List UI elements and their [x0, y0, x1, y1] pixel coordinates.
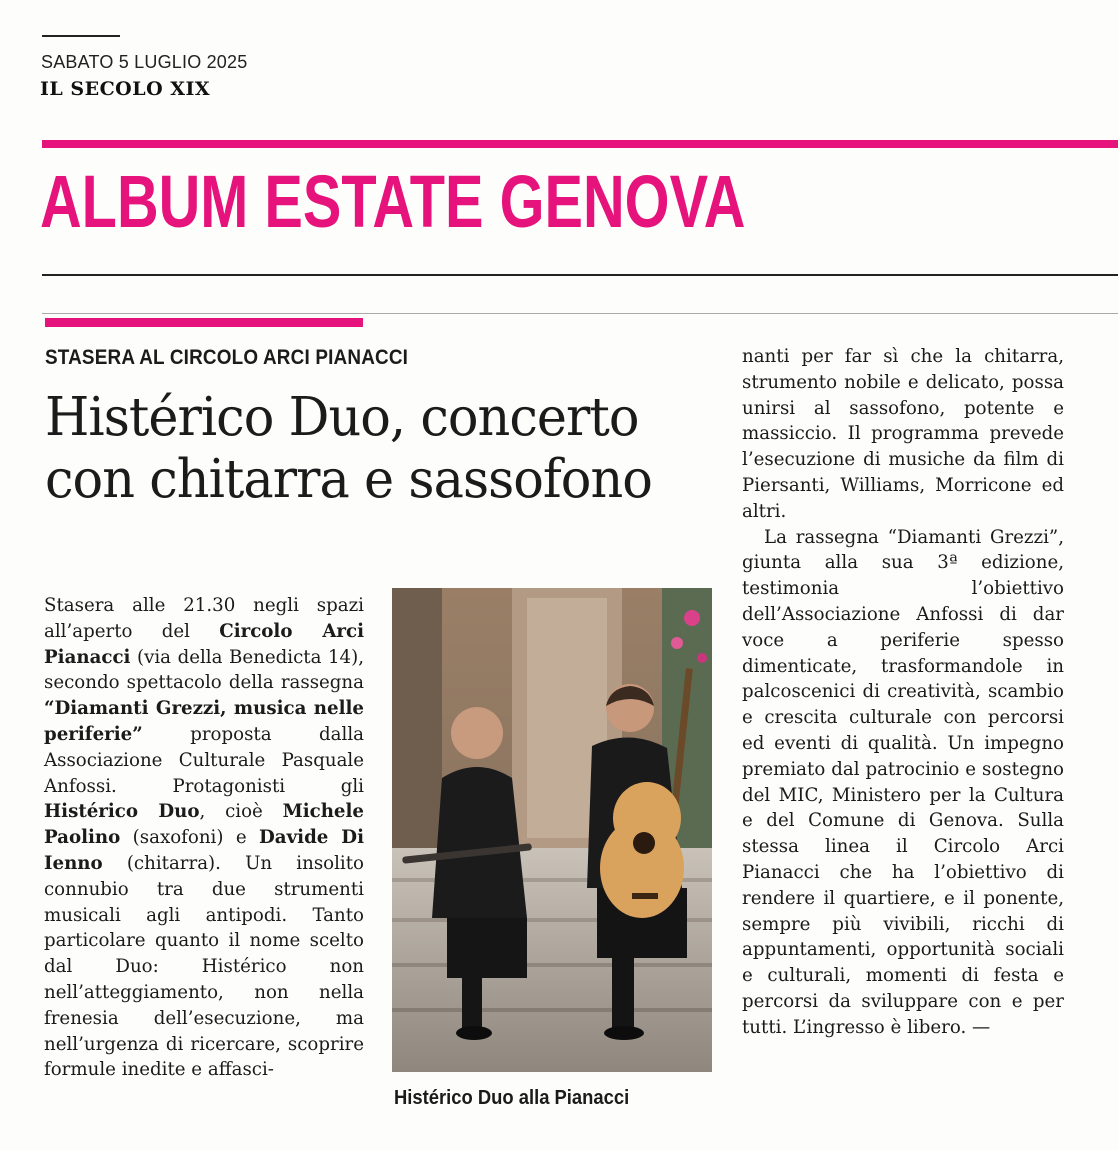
body-bold: “Diamanti Grezzi, musica nelle periferie” [44, 698, 364, 745]
body-paragraph [44, 593, 364, 1083]
body-text: (via della Benedicta 14), secondo spettacolo della rassegna [44, 646, 364, 694]
article-top-rule [42, 313, 1118, 314]
body-bold: Michele Paolino [44, 801, 364, 849]
newspaper-name: IL SECOLO XIX [40, 78, 211, 100]
body-bold: Circolo Arci Pianacci [44, 620, 364, 668]
body-text: , cioè [199, 801, 283, 823]
body-column-1 [44, 593, 364, 1083]
article-kicker: STASERA AL CIRCOLO ARCI PIANACCI [45, 346, 409, 369]
section-title: ALBUM ESTATE GENOVA [40, 160, 746, 243]
body-paragraph: La rassegna “Diamanti Grezzi”, giunta alla sua 3ª edizione, testimonia l’obiettivo dell’Associazione Anfossi di dar voce a periferie spesso dimenticate, trasformandole in palcoscenici di creatività, scambio e crescita culturale con percorsi ed eventi di qualità. Un impegno premiato dal patrocinio e sostegno del MIC, Ministero per la Cultura e del Comune di Genova. Sulla stessa linea il Circolo Arci Pianacci che ha l’obiettivo di rendere il quartiere, e il ponente, sempre più vivibili, ricchi di appuntamenti, opportunità sociali e culturali, momenti di festa e percorsi da sviluppare con e per tutti. L’ingresso è libero. — [742, 526, 1064, 1038]
photo-caption: Histérico Duo alla Pianacci [394, 1087, 630, 1109]
top-rule [42, 35, 120, 37]
body-bold: Histérico Duo [44, 801, 200, 823]
kicker-accent-bar [45, 318, 363, 327]
body-text: (chitarra). Un insolito connubio tra due strumenti musicali agli antipodi. Tanto particolare quanto il nome scelto dal Duo: Histérico non nell’atteggiamento, non nella frenesia dell’esecuzione, ma nell’urgenza di ricercare, scoprire formule inedite e affasci- [44, 852, 364, 1081]
photo-illustration [392, 588, 712, 1072]
section-divider [42, 274, 1118, 276]
section-accent-bar [42, 140, 1118, 148]
body-column-2 [742, 344, 1064, 1041]
issue-date: SABATO 5 LUGLIO 2025 [41, 52, 248, 72]
body-text: Stasera alle 21.30 negli spazi all’aperto del [44, 595, 364, 642]
body-text: proposta dalla Associazione Culturale Pasquale Anfossi. Protagonisti gli [44, 723, 364, 797]
body-paragraph: nanti per far sì che la chitarra, strumento nobile e delicato, possa unirsi al sassofono, potente e massiccio. Il programma prevede l’esecuzione di musiche da film di Piersanti, Williams, Morricone ed altri. [742, 346, 1064, 522]
body-bold: Davide Di Ienno [44, 827, 364, 874]
headline-line-1: Histérico Duo, concerto [45, 387, 639, 448]
article-headline [45, 387, 698, 511]
body-text: (saxofoni) e [120, 827, 260, 849]
article-photo [392, 588, 712, 1072]
headline-line-2: con chitarra e sassofono [45, 449, 652, 510]
